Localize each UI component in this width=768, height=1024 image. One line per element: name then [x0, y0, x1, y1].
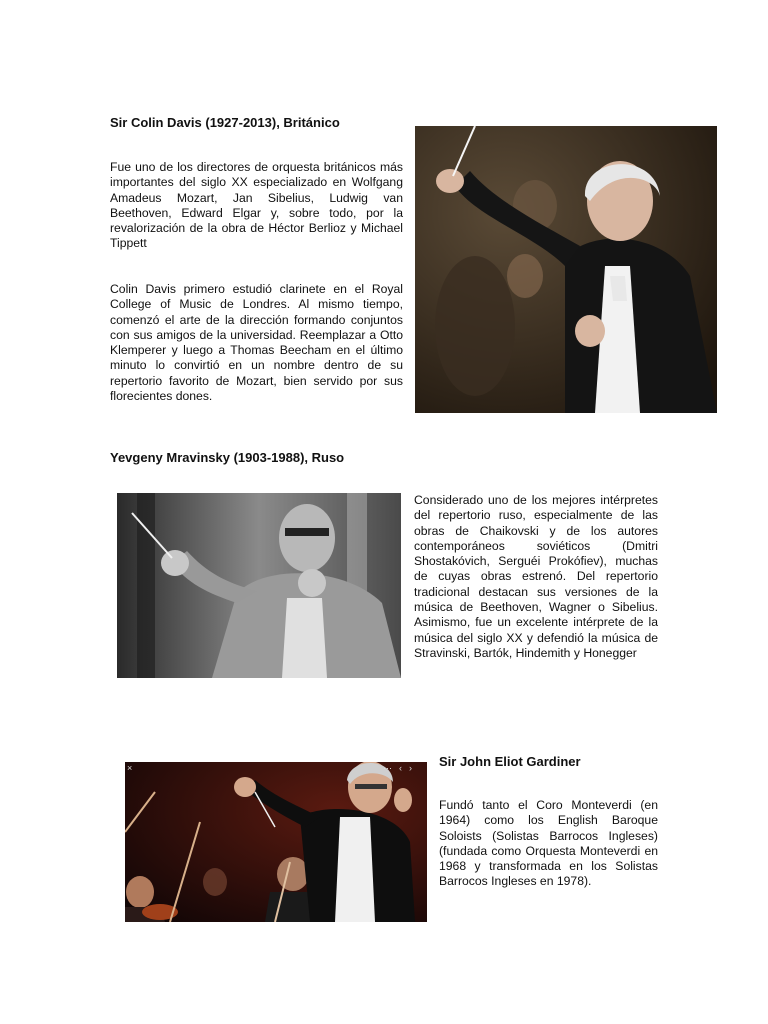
- paragraph-colin-davis-1: Fue uno de los directores de orquesta británicos más importantes del siglo XX especializado en Wolfgang Amadeus Mozart, Jan Sibelius, Ludwig van Beethoven, Edward Elgar y, sobre todo, por la revalorización de la obra de Héctor Berlioz y Michael Tippett: [110, 160, 403, 251]
- more-options-icon[interactable]: ⋯: [383, 763, 392, 773]
- photo-gardiner: [125, 762, 427, 922]
- paragraph-colin-davis-2: Colin Davis primero estudió clarinete en el Royal College of Music de Londres. Al mismo tiempo, comenzó el arte de la dirección formando conjuntos con sus amigos de la universidad. Reemplazar a Otto Klemperer y luego a Thomas Beecham en el último minuto lo convirtió en un nombre dentro de su repertorio favorito de Mozart, bien servido por sus florecientes dones.: [110, 282, 403, 404]
- paragraph-gardiner: Fundó tanto el Coro Monteverdi (en 1964) como los English Baroque Soloists (Solistas Barrocos Ingleses) (fundada como Orquesta Monteverdi en 1968 y transformada en los Solistas Barrocos Ingleses en 1978).: [439, 798, 658, 889]
- photo-colin-davis: [415, 126, 717, 413]
- conductor-photo-mravinsky: [117, 493, 401, 678]
- heading-gardiner: Sir John Eliot Gardiner: [439, 754, 581, 769]
- heading-mravinsky: Yevgeny Mravinsky (1903-1988), Ruso: [110, 450, 345, 465]
- chevron-left-icon[interactable]: ‹: [399, 763, 402, 773]
- paragraph-mravinsky: Considerado uno de los mejores intérpretes del repertorio ruso, especialmente de las obras de Chaikovski y de los autores contemporáneos soviéticos (Dmitri Shostakóvich, Serguéi Prokófiev), muchas de cuyas obras estrenó. Del repertorio tradicional destacan sus versiones de la música de Beethoven, Wagner o Sibelius. Asimismo, fue un excelente intérprete de la música del siglo XX y defendió la música de Stravinski, Bartók, Hindemith y Honegger: [414, 493, 658, 660]
- close-icon[interactable]: ×: [127, 763, 133, 773]
- conductor-photo-gardiner: [125, 762, 427, 922]
- heading-colin-davis: Sir Colin Davis (1927-2013), Británico: [110, 115, 340, 130]
- conductor-photo-davis: [415, 126, 717, 413]
- chevron-right-icon[interactable]: ›: [409, 763, 412, 773]
- photo-mravinsky: [117, 493, 401, 678]
